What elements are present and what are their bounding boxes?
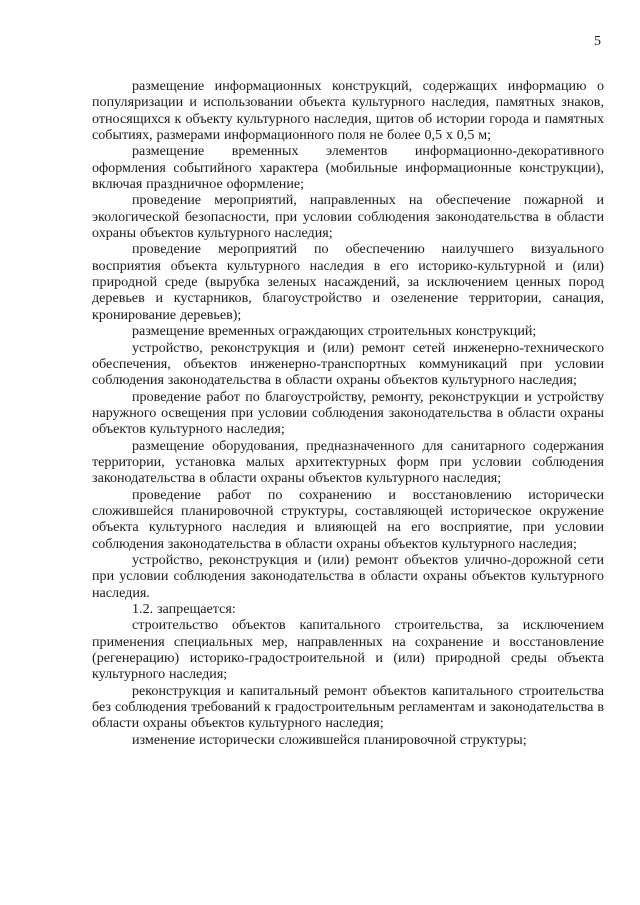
paragraph-temporary-fences: размещение временных ограждающих строительных конструкций; [132, 323, 537, 340]
paragraph-planning-structure-change: изменение исторически сложившейся планировочной структуры; [132, 731, 527, 748]
paragraph-planning-structure-restoration: проведение работ по сохранению и восстановлению исторически сложившейся планировочной структуры, составляющей историческое окружение объекта культурного наследия и влияющей на его восприятие, при условии соблюдения законодательства в области охраны объектов культурного наследия; [92, 486, 604, 552]
page-number: 5 [594, 34, 601, 49]
paragraph-info-constructions: размещение информационных конструкций, содержащих информацию о популяризации и использовании объекта культурного наследия, памятных знаков, относящихся к объекту культурного наследия, щитов об истории города и памятных событиях, размерами информационного поля не более 0,5 х 0,5 м; [92, 78, 604, 144]
paragraph-fire-safety: проведение мероприятий, направленных на обеспечение пожарной и экологической безопасности, при условии соблюдения законодательства в области охраны объектов культурного наследия; [92, 192, 604, 242]
paragraph-landscaping-lighting: проведение работ по благоустройству, ремонту, реконструкции и устройству наружного освещения при условии соблюдения законодательства в области охраны объектов культурного наследия; [92, 388, 604, 438]
paragraph-sanitary-equipment: размещение оборудования, предназначенного для санитарного содержания территории, установка малых архитектурных форм при условии соблюдения законодательства в области охраны объектов культурного наследия; [92, 437, 604, 487]
section-heading-prohibited: 1.2. запрещается: [132, 601, 236, 617]
paragraph-engineering-networks: устройство, реконструкция и (или) ремонт сетей инженерно-технического обеспечения, объектов инженерно-транспортных коммуникаций при условии соблюдения законодательства в области охраны объектов культурного наследия; [92, 339, 604, 389]
paragraph-temporary-decor: размещение временных элементов информационно-декоративного оформления событийного характера (мобильные информационные конструкции), включая праздничное оформление; [92, 143, 604, 193]
paragraph-capital-construction: строительство объектов капитального строительства, за исключением применения специальных мер, направленных на сохранение и восстановление (регенерацию) историко-градостроительной и (или) природной среды объекта культурного наследия; [92, 617, 604, 683]
document-body [92, 78, 604, 748]
paragraph-visual-perception: проведение мероприятий по обеспечению наилучшего визуального восприятия объекта культурного наследия в его историко-культурной и (или) природной среде (вырубка зеленых насаждений, за исключением ценных пород деревьев и кустарников, благоустройство и озеленение территории, санация, кронирование деревьев); [92, 241, 604, 323]
paragraph-road-network: устройство, реконструкция и (или) ремонт объектов улично-дорожной сети при условии соблюдения законодательства в области охраны объектов культурного наследия. [92, 551, 604, 601]
paragraph-reconstruction-repair: реконструкция и капитальный ремонт объектов капитального строительства без соблюдения требований к градостроительным регламентам и законодательства в области охраны объектов культурного наследия; [92, 682, 604, 732]
